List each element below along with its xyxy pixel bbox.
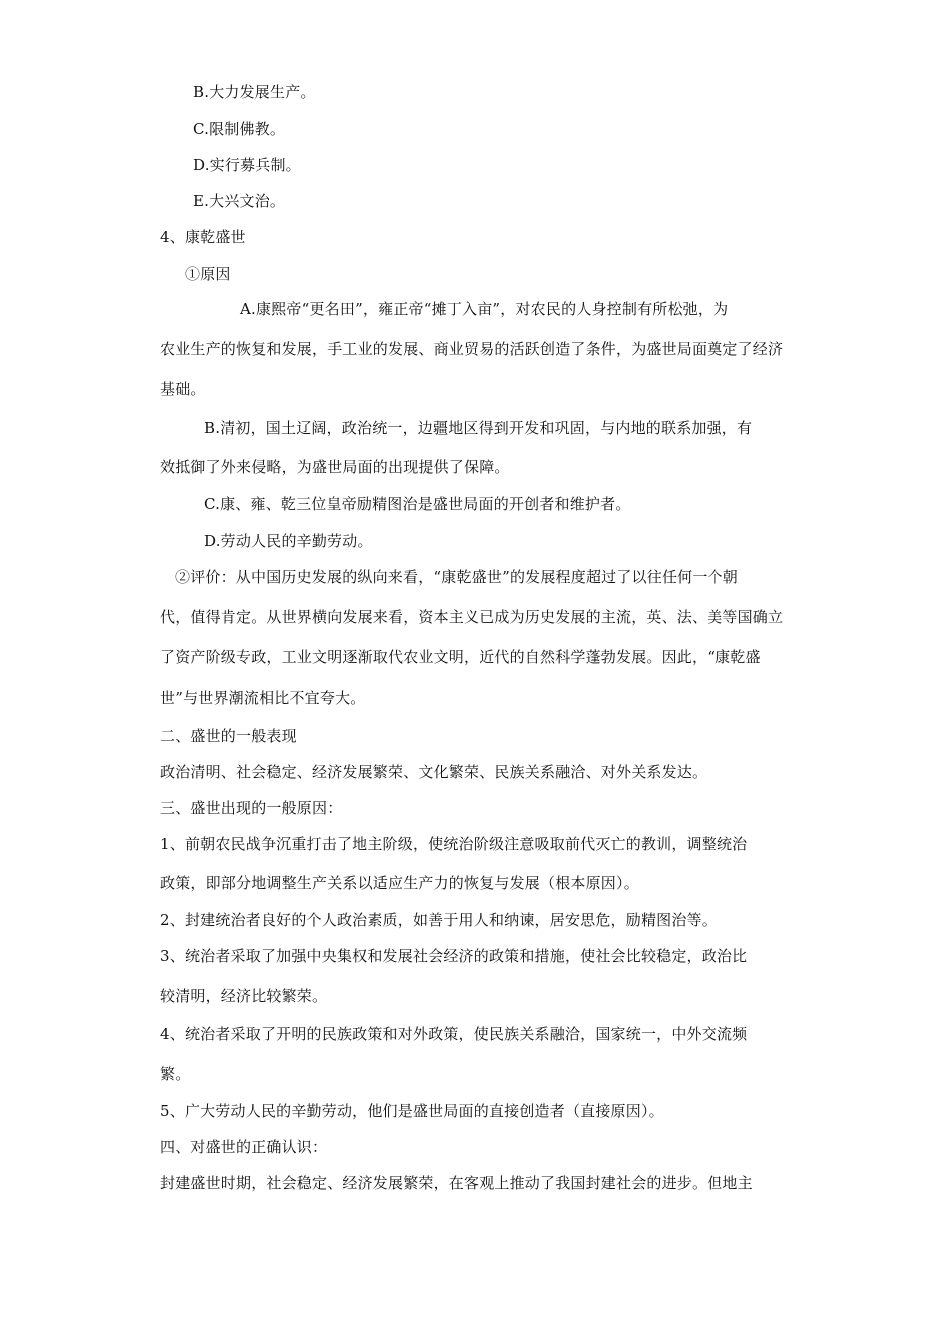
part-3-title: 三、盛世出现的一般原因：	[160, 799, 343, 817]
option-c: C.限制佛教。	[193, 120, 286, 138]
part-2-body: 政治清明、社会稳定、经济发展繁荣、文化繁荣、民族关系融洽、对外关系发达。	[160, 763, 708, 781]
reason-b-line-1: B.清初，国土辽阔，政治统一，边疆地区得到开发和巩固，与内地的联系加强，有	[204, 419, 753, 437]
evaluation-line-1: ②评价：从中国历史发展的纵向来看，“康乾盛世”的发展程度超过了以往任何一个朝	[175, 568, 738, 586]
evaluation-line-3: 了资产阶级专政，工业文明逐渐取代农业文明，近代的自然科学蓬勃发展。因此，“康乾盛	[160, 648, 761, 666]
part-3-item-4-line-2: 繁。	[160, 1065, 191, 1083]
part-4-title: 四、对盛世的正确认识：	[160, 1138, 328, 1156]
reason-heading: ①原因	[185, 265, 231, 283]
reason-a-line-1: A.康熙帝“更名田”，雍正帝“摊丁入亩”，对农民的人身控制有所松弛，为	[240, 300, 729, 318]
part-4-body: 封建盛世时期，社会稳定、经济发展繁荣，在客观上推动了我国封建社会的进步。但地主	[160, 1174, 753, 1192]
evaluation-line-4: 世”与世界潮流相比不宜夸大。	[160, 689, 366, 707]
option-d: D.实行募兵制。	[193, 156, 301, 174]
option-b: B.大力发展生产。	[193, 83, 316, 101]
part-3-item-1-line-2: 政策，即部分地调整生产关系以适应生产力的恢复与发展（根本原因）。	[160, 874, 639, 892]
evaluation-line-2: 代，值得肯定。从世界横向发展来看，资本主义已成为历史发展的主流，英、法、美等国确立	[160, 608, 784, 626]
part-3-item-3-line-2: 较清明，经济比较繁荣。	[160, 987, 328, 1005]
reason-a-line-3: 基础。	[160, 380, 206, 398]
reason-d: D.劳动人民的辛勤劳动。	[204, 532, 373, 550]
part-3-item-4-line-1: 4、统治者采取了开明的民族政策和对外政策，使民族关系融洽，国家统一，中外交流频	[160, 1025, 748, 1043]
part-3-item-3-line-1: 3、统治者采取了加强中央集权和发展社会经济的政策和措施，使社会比较稳定，政治比	[160, 947, 748, 965]
section-4-title: 4、康乾盛世	[160, 228, 246, 246]
part-3-item-2: 2、封建统治者良好的个人政治素质，如善于用人和纳谏，居安思危，励精图治等。	[160, 911, 717, 929]
part-3-item-5: 5、广大劳动人民的辛勤劳动，他们是盛世局面的直接创造者（直接原因）。	[160, 1102, 664, 1120]
option-e: E.大兴文治。	[193, 192, 286, 210]
part-2-title: 二、盛世的一般表现	[160, 727, 297, 745]
reason-a-line-2: 农业生产的恢复和发展，手工业的发展、商业贸易的活跃创造了条件，为盛世局面奠定了经济	[160, 340, 784, 358]
reason-c: C.康、雍、乾三位皇帝励精图治是盛世局面的开创者和维护者。	[204, 495, 631, 513]
reason-b-line-2: 效抵御了外来侵略，为盛世局面的出现提供了保障。	[160, 458, 510, 476]
part-3-item-1-line-1: 1、前朝农民战争沉重打击了地主阶级，使统治阶级注意吸取前代灭亡的教训，调整统治	[160, 835, 748, 853]
